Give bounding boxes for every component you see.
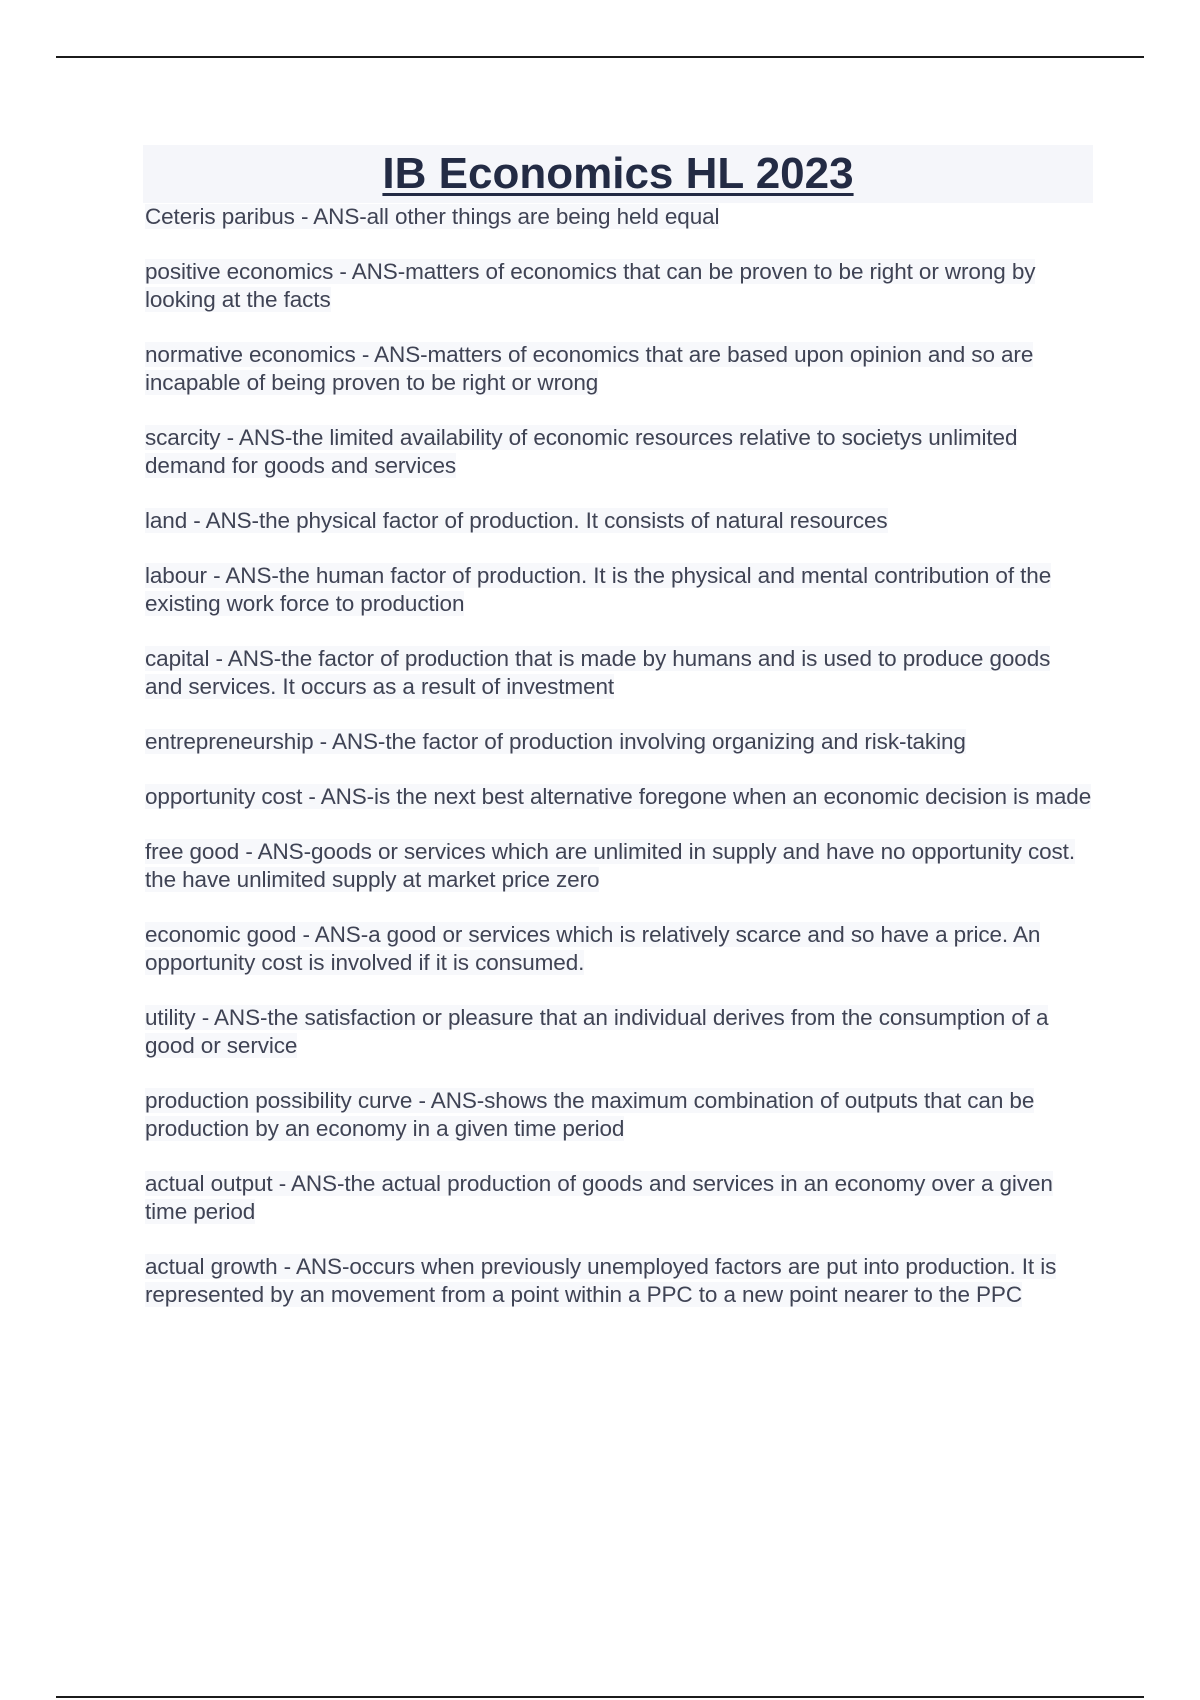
definition-entry [145,838,1093,894]
definition-entry [145,341,1093,397]
definition-text: positive economics - ANS-matters of economics that can be proven to be right or wrong by looking at the facts [145,259,1036,312]
top-divider [56,56,1144,58]
definition-entry [145,1170,1093,1226]
definition-entry [145,1253,1093,1309]
definition-entry [145,562,1093,618]
definition-text: free good - ANS-goods or services which are unlimited in supply and have no opportunity cost. the have unlimited supply at market price zero [145,839,1075,892]
definition-text: labour - ANS-the human factor of production. It is the physical and mental contribution of the existing work force to production [145,563,1052,616]
definition-text: entrepreneurship - ANS-the factor of production involving organizing and risk-taking [145,729,966,754]
definition-entry [145,728,1093,756]
definition-text: production possibility curve - ANS-shows the maximum combination of outputs that can be production by an economy in a given time period [145,1088,1035,1141]
definition-entry [145,921,1093,977]
definition-entry [145,1004,1093,1060]
definition-text: actual growth - ANS-occurs when previously unemployed factors are put into production. It is represented by an movement from a point within a PPC to a new point nearer to the PPC [145,1254,1057,1307]
definition-text: opportunity cost - ANS-is the next best alternative foregone when an economic decision is made [145,784,1092,809]
definition-entry [145,424,1093,480]
definition-text: Ceteris paribus - ANS-all other things are being held equal [145,204,720,229]
bottom-divider [56,1696,1144,1698]
definition-entry [145,645,1093,701]
definition-text: scarcity - ANS-the limited availability of economic resources relative to societys unlimited demand for goods and services [145,425,1018,478]
title-bar [143,145,1093,203]
page-title: IB Economics HL 2023 [382,149,854,198]
definition-text: actual output - ANS-the actual production of goods and services in an economy over a given time period [145,1171,1053,1224]
definition-entry [145,507,1093,535]
definition-entry [145,1087,1093,1143]
document-page [143,145,1093,1336]
definition-text: economic good - ANS-a good or services which is relatively scarce and so have a price. An opportunity cost is involved if it is consumed. [145,922,1041,975]
definition-entry [145,258,1093,314]
definition-text: utility - ANS-the satisfaction or pleasure that an individual derives from the consumption of a good or service [145,1005,1049,1058]
definition-entry [145,203,1093,231]
definition-list [143,203,1093,1309]
definition-text: capital - ANS-the factor of production that is made by humans and is used to produce goods and services. It occurs as a result of investment [145,646,1051,699]
definition-text: normative economics - ANS-matters of economics that are based upon opinion and so are incapable of being proven to be right or wrong [145,342,1034,395]
definition-entry [145,783,1093,811]
definition-text: land - ANS-the physical factor of production. It consists of natural resources [145,508,888,533]
